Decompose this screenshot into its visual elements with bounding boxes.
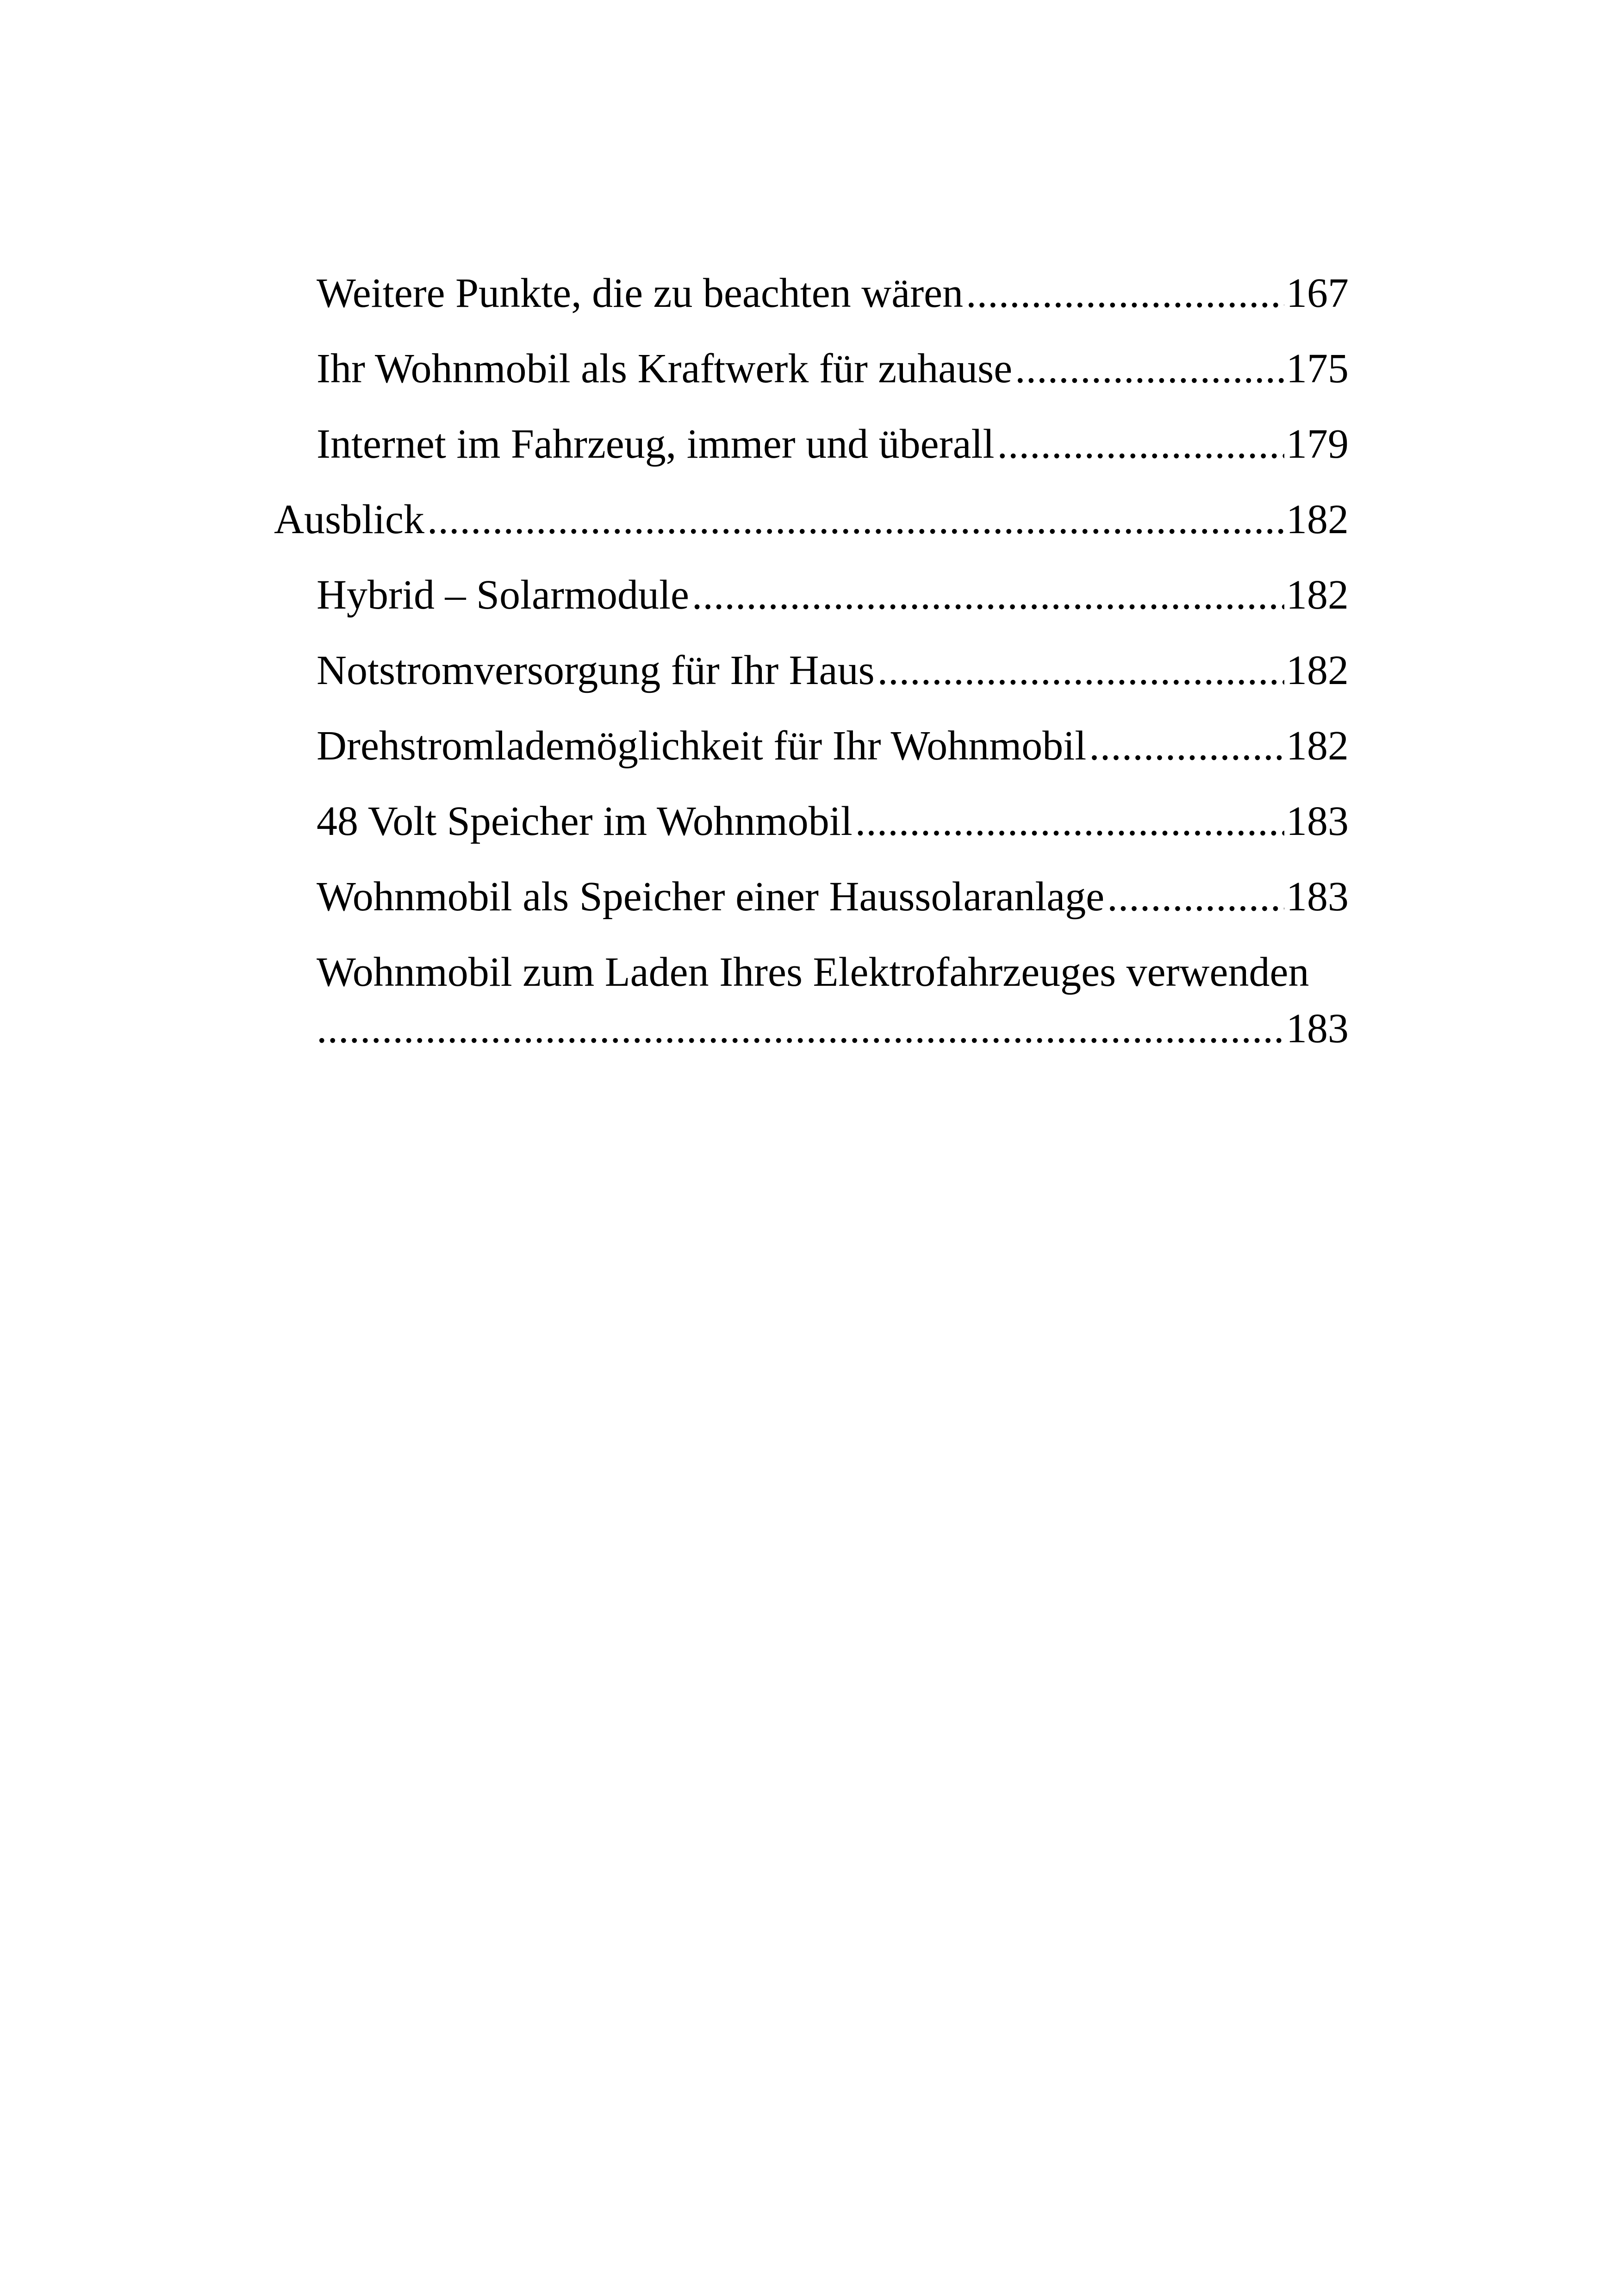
toc-entry-title: Notstromversorgung für Ihr Haus <box>317 647 875 693</box>
toc-entry[interactable] <box>274 647 1349 695</box>
toc-entry-title: Wohnmobil als Speicher einer Haussolaranlage <box>317 874 1105 920</box>
toc-chapter-entry[interactable] <box>274 496 1349 544</box>
dot-leader <box>317 1005 1284 1053</box>
toc-entry-title: Hybrid – Solarmodule <box>317 572 689 618</box>
toc-entry-title: Internet im Fahrzeug, immer und überall <box>317 421 995 467</box>
toc-entry-page: 183 <box>1286 1006 1349 1052</box>
toc-entry-title: Wohnmobil zum Laden Ihres Elektrofahrzeuges verwenden <box>317 949 1309 995</box>
dot-leader <box>997 420 1284 468</box>
dot-leader <box>692 571 1284 619</box>
toc-entry[interactable] <box>274 345 1349 393</box>
toc-entry-title: Ihr Wohnmobil als Kraftwerk für zuhause <box>317 346 1013 392</box>
toc-entry[interactable] <box>274 948 1349 1053</box>
toc-entry[interactable] <box>274 269 1349 317</box>
toc-entry-page: 175 <box>1286 346 1349 392</box>
dot-leader <box>855 797 1284 846</box>
table-of-contents <box>274 269 1349 1080</box>
dot-leader <box>966 269 1284 317</box>
toc-entry-page: 179 <box>1286 421 1349 467</box>
toc-entry-title: 48 Volt Speicher im Wohnmobil <box>317 798 853 844</box>
dot-leader <box>1089 722 1284 770</box>
dot-leader <box>427 496 1284 544</box>
toc-entry-title: Drehstromlademöglichkeit für Ihr Wohnmobil <box>317 723 1087 769</box>
toc-entry-page: 183 <box>1286 798 1349 844</box>
toc-entry[interactable] <box>274 722 1349 770</box>
toc-entry-page: 182 <box>1286 572 1349 618</box>
toc-entry[interactable] <box>274 873 1349 921</box>
toc-entry-page: 182 <box>1286 647 1349 693</box>
toc-entry-page: 183 <box>1286 874 1349 920</box>
toc-entry-title: Weitere Punkte, die zu beachten wären <box>317 270 964 316</box>
toc-entry-page: 182 <box>1286 723 1349 769</box>
dot-leader <box>877 647 1284 695</box>
toc-entry[interactable] <box>274 571 1349 619</box>
toc-entry[interactable] <box>274 797 1349 846</box>
toc-entry-page: 167 <box>1286 270 1349 316</box>
dot-leader <box>1107 873 1284 921</box>
toc-entry[interactable] <box>274 420 1349 468</box>
dot-leader <box>1015 345 1284 393</box>
toc-entry-title: Ausblick <box>274 497 424 542</box>
toc-entry-page: 182 <box>1286 497 1349 542</box>
